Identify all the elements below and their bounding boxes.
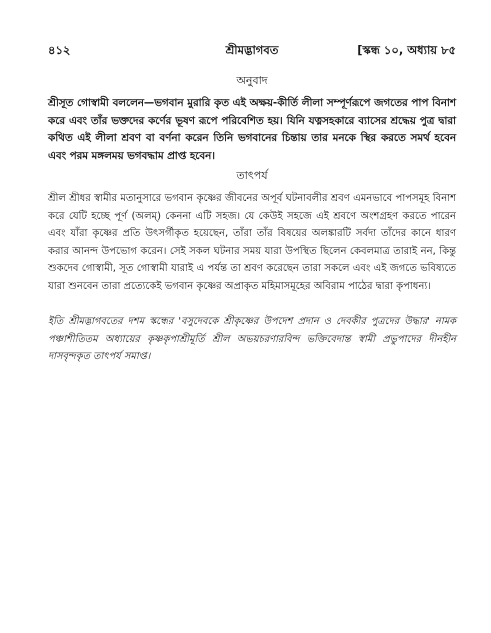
running-header — [48, 42, 456, 60]
purport-heading: তাৎপর্য — [236, 169, 268, 182]
book-title: শ্রীমদ্ভাগবত — [225, 43, 279, 57]
translation-text: শ্রীসূত গোস্বামী বললেন—ভগবান মুরারি কৃত এই অক্ষয়-কীর্তি লীলা সম্পূর্ণরূপে জগতের পাপ বিনাশ করে এবং তাঁর ভক্তদের কর্ণের ভূষণ রূপে পরিবেশিত হয়। যিনি যত্নসহকারে ব্যাসের শ্রদ্ধেয় পুত্র দ্বারা কথিত এই লীলা শ্রবণ বা বর্ণনা করেন তিনি ভগবানের চিন্তায় তার মনকে স্থির করতে সমর্থ হবেন এবং পরম মঙ্গলময় ভগবদ্ধাম প্রাপ্ত হবেন। — [48, 97, 456, 162]
book-page — [48, 42, 456, 366]
translation-heading: অনুবাদ — [236, 74, 268, 87]
page-number: ৪১২ — [48, 43, 71, 57]
purport-text: শ্রীল শ্রীধর স্বামীর মতানুসারে ভগবান কৃষ্ণের জীবনের অপূর্ব ঘটনাবলীর শ্রবণ এমনভাবে পাপসমূহ বিনাশ করে যেটি হচ্ছে পূর্ণ (অলম্) কেননা এটি সহজ। যে কেউই সহজে এই শ্রবণে অংশগ্রহণ করতে পারেন এবং যাঁরা কৃষ্ণের প্রতি উৎসর্গীকৃত হয়েছেন, তাঁরা তাঁর বিষয়ের অলঙ্কারটি সর্বদা তাঁদের কানে ধারণ করার আনন্দ উপভোগ করেন। সেই সকল ঘটনার সময় যারা উপস্থিত ছিলেন কেবলমাত্র তারাই নন, কিন্তু শুকদেব গোস্বামী, সূত গোস্বামী যারাই এ পর্যন্ত তা শ্রবণ করেছেন তারা সকলে এবং এই জগতে ভবিষ্যতে যারা শুনবেন তারা প্রত্যেকেই ভগবান কৃষ্ণের অপ্রাকৃত মহিমাসমূহের অবিরাম পাঠের দ্বারা কৃপাধন্য। — [48, 193, 456, 292]
chapter-colophon: ইতি শ্রীমদ্ভাগবতের দশম স্কন্ধের 'বসুদেবকে শ্রীকৃষ্ণের উপদেশ প্রদান ও দেবকীর পুত্রদের উদ্ধার' নামক পঞ্চাশীতিতম অধ্যায়ের কৃষ্ণকৃপাশ্রীমূর্তি শ্রীল অভয়চরণারবিন্দ ভক্তিবেদান্ত স্বামী প্রভুপাদের দীনহীন দাসবৃন্দকৃত তাৎপর্য সমাপ্ত। — [48, 316, 456, 362]
chapter-reference: [স্কন্ধ ১০, অধ্যায় ৮৫ — [357, 43, 456, 57]
